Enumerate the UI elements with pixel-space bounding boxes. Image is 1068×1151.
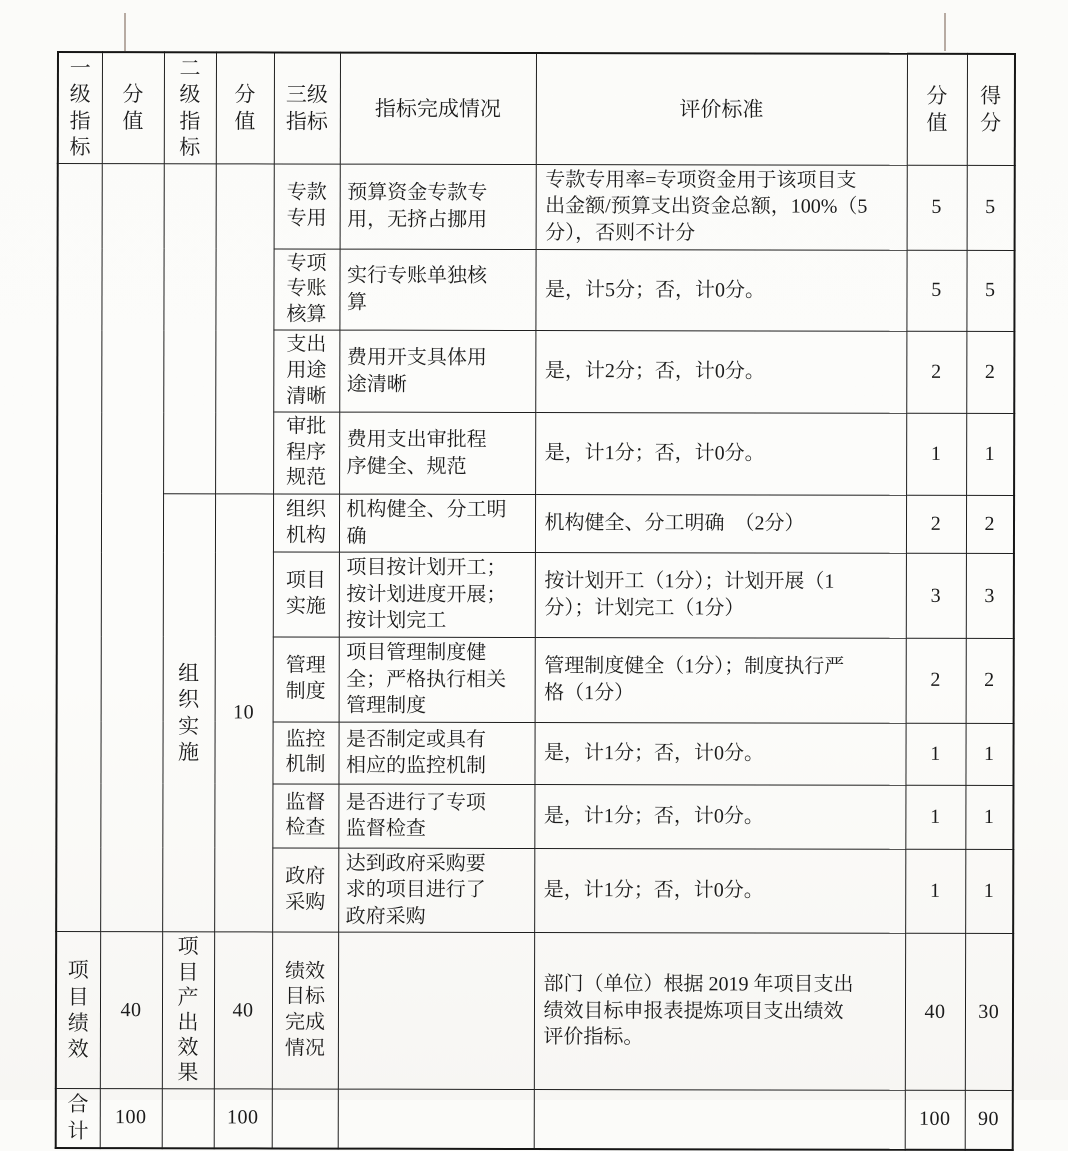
completion-cell: 预算资金专款专 用，无挤占挪用 <box>340 164 536 249</box>
header-row <box>58 52 1015 165</box>
criteria-cell: 机构健全、分工明确 （2分） <box>535 494 906 553</box>
criteria-cell: 是，计1分；否，计0分。 <box>535 413 906 496</box>
earned-cell: 2 <box>966 638 1014 723</box>
criteria-cell: 是，计5分；否，计0分。 <box>535 249 906 332</box>
earned-cell: 2 <box>966 495 1014 553</box>
score-cell: 3 <box>906 553 966 638</box>
table-row <box>58 163 1015 250</box>
earned-cell: 2 <box>966 332 1014 414</box>
criteria-cell: 部门（单位）根据 2019 年项目支出 绩效目标申报表提炼项目支出绩效 评价指标。 <box>534 933 905 1090</box>
lvl3-cell: 监控 机制 <box>272 722 338 784</box>
header-lvl1-indicator: 一 级 指 标 <box>58 52 102 163</box>
header-criteria: 评价标准 <box>536 53 907 165</box>
criteria-cell: 是，计2分；否，计0分。 <box>535 331 906 414</box>
lvl1-blank-cell <box>56 163 102 932</box>
score-cell: 40 <box>905 934 965 1090</box>
scan-tick-mark-right <box>944 13 946 51</box>
header-completion: 指标完成情况 <box>340 53 536 165</box>
lvl3-cell: 专项 专账 核算 <box>273 249 339 331</box>
header-lvl3-indicator: 三级 指标 <box>274 52 340 163</box>
lvl3-cell: 政府 采购 <box>272 848 338 933</box>
total-completion-blank-cell <box>338 1089 534 1149</box>
earned-cell: 3 <box>966 554 1014 639</box>
lvl1-blank-score-cell <box>100 163 164 932</box>
completion-cell <box>338 933 534 1090</box>
total-label-cell: 合 计 <box>56 1088 100 1148</box>
criteria-cell: 是，计1分；否，计0分。 <box>534 848 905 934</box>
score-cell: 2 <box>906 638 966 723</box>
lvl3-cell: 组织 机构 <box>273 494 339 552</box>
header-lvl1-score: 分 值 <box>102 52 164 163</box>
completion-cell: 是否进行了专项 监督检查 <box>338 784 534 848</box>
total-score-cell: 100 <box>905 1090 965 1150</box>
earned-cell: 1 <box>965 849 1013 934</box>
lvl3-cell: 监督 检查 <box>272 784 338 848</box>
lvl3-cell: 绩效 目标 完成 情况 <box>272 932 338 1088</box>
earned-cell: 1 <box>965 723 1013 785</box>
score-cell: 1 <box>905 849 965 934</box>
performance-row <box>56 932 1013 1090</box>
completion-cell: 项目管理制度健 全；严格执行相关 管理制度 <box>339 637 535 722</box>
completion-cell: 项目按计划开工； 按计划进度开展； 按计划完工 <box>339 552 535 637</box>
score-cell: 1 <box>905 785 965 849</box>
header-lvl2-indicator: 二 级 指 标 <box>164 52 216 163</box>
criteria-cell: 是，计1分；否，计0分。 <box>534 722 905 785</box>
lvl3-cell: 支出 用途 清晰 <box>273 330 339 412</box>
table-sheet <box>55 51 1016 1151</box>
criteria-cell: 是，计1分；否，计0分。 <box>534 784 905 849</box>
total-lvl2-blank-cell <box>162 1088 214 1148</box>
performance-indicator-table <box>55 51 1016 1151</box>
header-lvl2-score: 分 值 <box>216 52 274 163</box>
completion-cell: 实行专账单独核 算 <box>339 249 535 331</box>
score-cell: 1 <box>905 723 965 785</box>
total-earned-cell: 90 <box>965 1090 1013 1150</box>
score-cell: 2 <box>906 495 966 553</box>
score-cell: 5 <box>906 250 966 332</box>
scan-tick-mark-left <box>124 13 126 51</box>
lvl3-cell: 项目 实施 <box>273 552 339 637</box>
total-criteria-blank-cell <box>534 1089 905 1150</box>
lvl2-org-cell: 组 织 实 施 <box>162 494 215 933</box>
table-row <box>57 493 1014 553</box>
lvl3-cell: 专款 专用 <box>274 164 340 249</box>
total-lvl1-score-cell: 100 <box>100 1088 162 1148</box>
lvl3-cell: 审批 程序 规范 <box>273 412 339 494</box>
completion-cell: 机构健全、分工明 确 <box>339 494 535 553</box>
criteria-cell: 按计划开工（1分）；计划开展（1 分）；计划完工（1分） <box>535 553 906 639</box>
completion-cell: 达到政府采购要 求的项目进行了 政府采购 <box>338 848 534 933</box>
lvl2-blank-cell <box>163 164 216 494</box>
lvl2-org-score-cell: 10 <box>214 494 273 933</box>
total-lvl2-score-cell: 100 <box>214 1088 272 1148</box>
completion-cell: 费用开支具体用 途清晰 <box>339 330 535 412</box>
lvl2-blank-score-cell <box>215 164 274 494</box>
lvl2-output-effect-cell: 项 目 产 出 效 果 <box>162 932 214 1088</box>
lvl3-cell: 管理 制度 <box>273 637 339 722</box>
completion-cell: 是否制定或具有 相应的监控机制 <box>338 722 534 784</box>
score-cell: 5 <box>907 165 967 250</box>
criteria-cell: 专款专用率=专项资金用于该项目支 出金额/预算支出资金总额，100%（5 分），否则不计分 <box>536 164 907 250</box>
score-cell: 1 <box>906 413 966 495</box>
lvl2-output-effect-score-cell: 40 <box>214 932 272 1088</box>
earned-cell: 5 <box>967 165 1015 250</box>
header-score: 分 值 <box>907 54 967 165</box>
lvl1-performance-cell: 项 目 绩 效 <box>56 932 100 1088</box>
lvl1-performance-score-cell: 40 <box>100 932 162 1088</box>
criteria-cell: 管理制度健全（1分）；制度执行严 格（1分） <box>535 637 906 723</box>
earned-cell: 5 <box>966 250 1014 332</box>
score-cell: 2 <box>906 332 966 414</box>
earned-cell: 1 <box>966 414 1014 496</box>
total-lvl3-blank-cell <box>272 1089 338 1149</box>
total-row <box>56 1088 1013 1150</box>
earned-cell: 1 <box>965 785 1013 849</box>
earned-cell: 30 <box>965 934 1013 1090</box>
completion-cell: 费用支出审批程 序健全、规范 <box>339 412 535 494</box>
header-earned: 得 分 <box>967 54 1015 165</box>
